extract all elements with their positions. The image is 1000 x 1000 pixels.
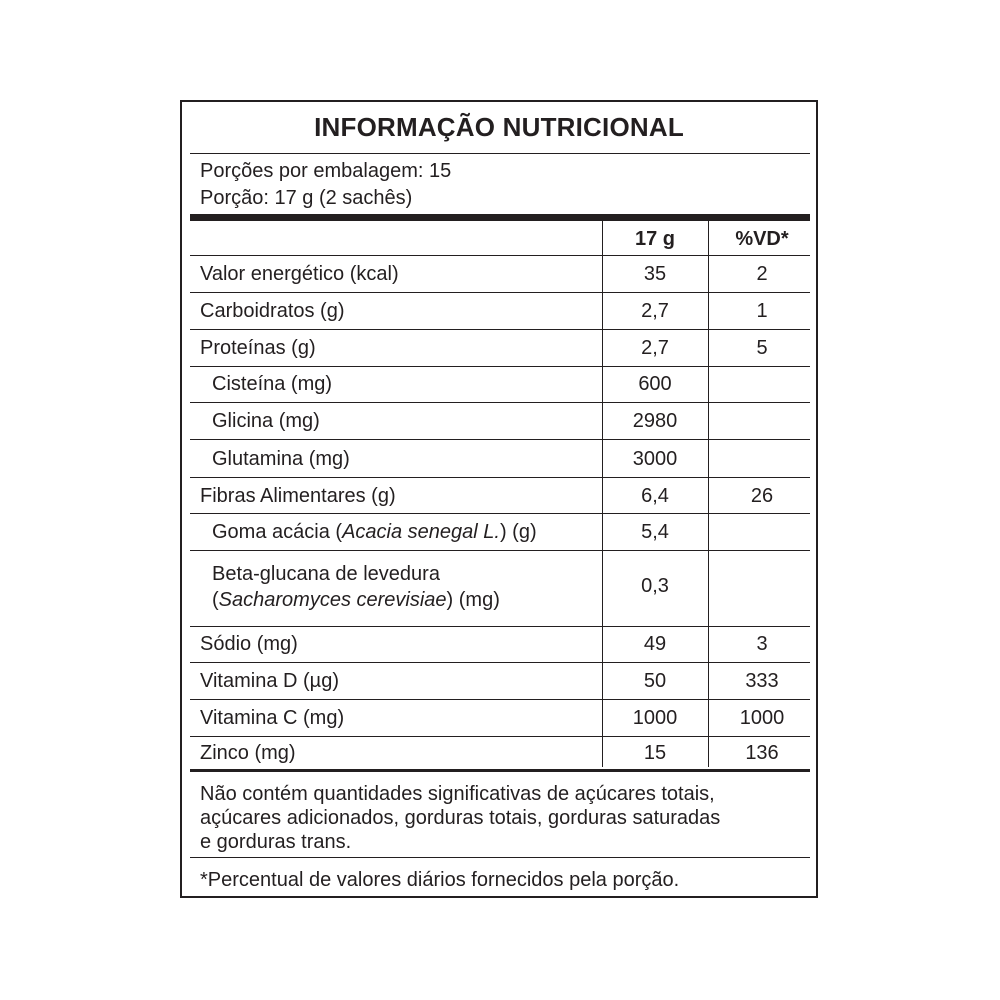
- divider: [190, 255, 810, 256]
- nutrient-name: Sódio (mg): [200, 633, 298, 655]
- nutrient-dv: 136: [745, 742, 779, 764]
- nutrient-name: Goma acácia (Acacia senegal L.) (g): [212, 521, 537, 543]
- nutrient-name: Valor energético (kcal): [200, 263, 399, 285]
- divider: [190, 736, 810, 737]
- nutrient-amount: 600: [638, 373, 672, 395]
- divider: [190, 402, 810, 403]
- nutrient-name: Vitamina C (mg): [200, 707, 345, 729]
- thick-divider: [190, 214, 810, 221]
- nutrient-amount: 50: [643, 670, 667, 692]
- nutrient-name: Glutamina (mg): [212, 448, 350, 470]
- nutrient-amount: 2,7: [641, 300, 669, 322]
- footnote: *Percentual de valores diários fornecidos pela porção.: [200, 869, 680, 891]
- nutrient-dv: 333: [745, 670, 779, 692]
- nutrient-dv: 26: [750, 485, 774, 507]
- divider: [190, 439, 810, 440]
- nutrient-dv: 1: [756, 300, 768, 322]
- divider: [190, 513, 810, 514]
- nutrient-name: Vitamina D (µg): [200, 670, 339, 692]
- serving-size: Porção: 17 g (2 sachês): [200, 187, 413, 209]
- divider: [190, 477, 810, 478]
- scientific-name: Acacia senegal L.: [342, 521, 500, 543]
- nutrient-amount: 2,7: [641, 337, 669, 359]
- divider: [190, 662, 810, 663]
- nutrient-amount: 5,4: [641, 521, 669, 543]
- nutrient-name: Cisteína (mg): [212, 373, 333, 395]
- nutrient-amount: 0,3: [641, 575, 669, 597]
- nutrient-dv: 1000: [739, 707, 785, 729]
- divider: [190, 153, 810, 154]
- divider: [190, 550, 810, 551]
- nutrient-name: Proteínas (g): [200, 337, 316, 359]
- nutrient-name: Zinco (mg): [200, 742, 296, 764]
- divider: [190, 626, 810, 627]
- nutrient-dv: 3: [756, 633, 768, 655]
- dv-column-header: %VD*: [735, 228, 789, 250]
- nutrient-dv: 2: [756, 263, 768, 285]
- divider: [190, 292, 810, 293]
- nutrient-amount: 2980: [632, 410, 678, 432]
- nutrient-amount: 49: [643, 633, 667, 655]
- nutrient-name-line2: (Sacharomyces cerevisiae) (mg): [212, 589, 500, 611]
- scientific-name: Sacharomyces cerevisiae: [218, 589, 447, 611]
- nutrient-amount: 15: [643, 742, 667, 764]
- servings-per-package: Porções por embalagem: 15: [200, 160, 452, 182]
- notice-line: açúcares adicionados, gorduras totais, gorduras saturadas: [200, 807, 721, 829]
- nutrient-name: Beta-glucana de levedura: [212, 563, 440, 585]
- label-title: INFORMAÇÃO NUTRICIONAL: [314, 112, 684, 142]
- amount-column-header: 17 g: [634, 228, 676, 250]
- nutrient-amount: 1000: [632, 707, 678, 729]
- nutrient-dv: 5: [756, 337, 768, 359]
- nutrition-facts-label: [180, 100, 818, 898]
- notice-line: Não contém quantidades significativas de açúcares totais,: [200, 783, 715, 805]
- divider: [190, 699, 810, 700]
- thick-divider: [190, 769, 810, 772]
- nutrient-amount: 35: [643, 263, 667, 285]
- divider: [190, 329, 810, 330]
- nutrient-name: Fibras Alimentares (g): [200, 485, 396, 507]
- divider: [190, 857, 810, 858]
- nutrient-amount: 3000: [632, 448, 678, 470]
- nutrient-name: Carboidratos (g): [200, 300, 345, 322]
- nutrient-name: Glicina (mg): [212, 410, 320, 432]
- notice-line: e gorduras trans.: [200, 831, 352, 853]
- divider: [190, 366, 810, 367]
- nutrient-amount: 6,4: [641, 485, 669, 507]
